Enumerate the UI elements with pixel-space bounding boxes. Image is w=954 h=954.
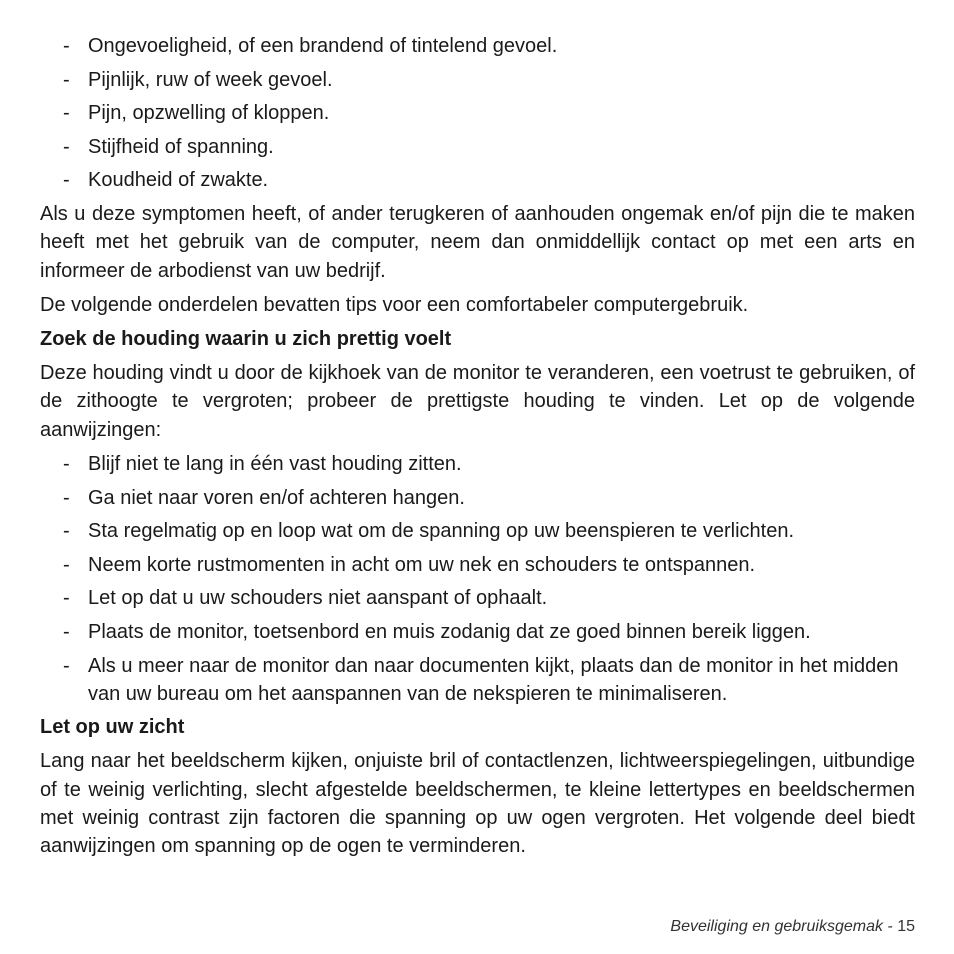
list-item: - Ongevoeligheid, of een brandend of tintelend gevoel. <box>40 32 915 60</box>
list-item: - Koudheid of zwakte. <box>40 166 915 194</box>
symptom-list <box>40 32 915 194</box>
list-item: - Neem korte rustmomenten in acht om uw nek en schouders te ontspannen. <box>40 551 915 579</box>
list-item: - Ga niet naar voren en/of achteren hangen. <box>40 484 915 512</box>
footer-section-title: Beveiliging en gebruiksgemak - <box>670 918 898 935</box>
list-item: - Plaats de monitor, toetsenbord en muis zodanig dat ze goed binnen bereik liggen. <box>40 618 915 646</box>
document-page <box>40 32 915 866</box>
list-item: - Stijfheid of spanning. <box>40 133 915 161</box>
paragraph: De volgende onderdelen bevatten tips voor een comfortabeler computergebruik. <box>40 293 749 316</box>
posture-tips-list <box>40 450 915 708</box>
section-heading: Let op uw zicht <box>40 716 185 739</box>
list-item: - Blijf niet te lang in één vast houding zitten. <box>40 450 915 478</box>
paragraph: Deze houding vindt u door de kijkhoek van de monitor te veranderen, een voetrust te gebruiken, of de zithoogte te vergroten; probeer de prettigste houding te vinden. Let op de volgende aanwijzingen: <box>40 362 915 441</box>
paragraph: Lang naar het beeldscherm kijken, onjuiste bril of contactlenzen, lichtweerspiegelingen, uitbundige of te weinig verlichting, slecht afgestelde beeldschermen, te kleine lettertypes en beeldschermen met weinig contrast zijn factoren die spanning op uw ogen vergroten. Het volgende deel biedt aanwijzingen om spanning op de ogen te verminderen. <box>40 750 915 858</box>
page-footer <box>670 916 915 938</box>
page-number: 15 <box>897 918 915 935</box>
paragraph: Als u deze symptomen heeft, of ander terugkeren of aanhouden ongemak en/of pijn die te maken heeft met het gebruik van de computer, neem dan onmiddellijk contact op met een arts en informeer de arbodienst van uw bedrijf. <box>40 202 915 282</box>
section-heading: Zoek de houding waarin u zich prettig voelt <box>40 328 452 351</box>
list-item: - Pijnlijk, ruw of week gevoel. <box>40 66 915 94</box>
list-item: - Als u meer naar de monitor dan naar documenten kijkt, plaats dan de monitor in het midden van uw bureau om het aanspannen van de nekspieren te minimaliseren. <box>40 652 915 708</box>
list-item: - Let op dat u uw schouders niet aanspant of ophaalt. <box>40 584 915 612</box>
list-item: - Pijn, opzwelling of kloppen. <box>40 99 915 127</box>
list-item: - Sta regelmatig op en loop wat om de spanning op uw beenspieren te verlichten. <box>40 517 915 545</box>
